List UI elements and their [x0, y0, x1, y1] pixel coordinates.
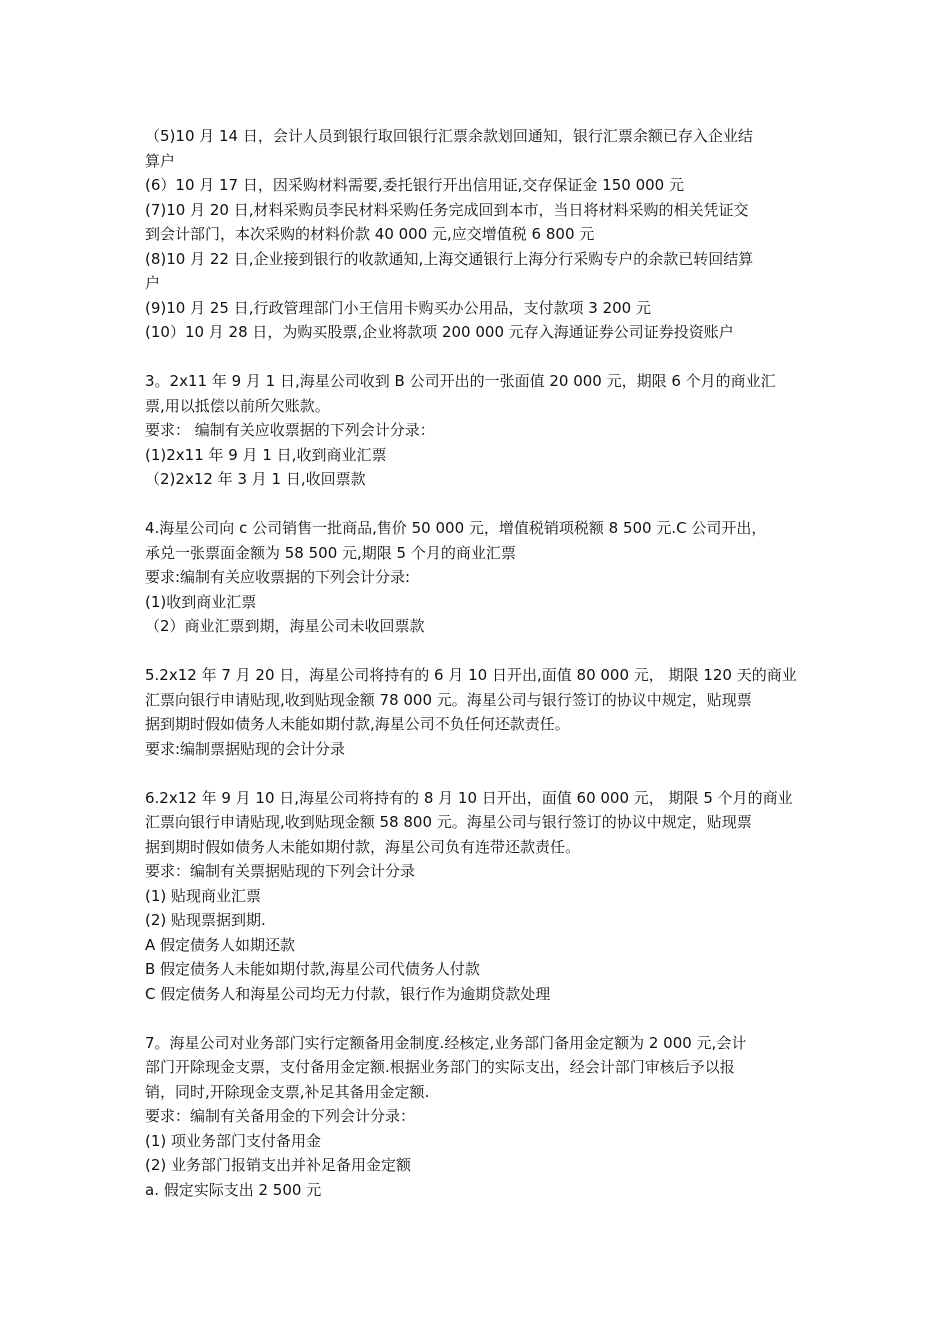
- text-line: 5.2x12 年 7 月 20 日，海星公司将持有的 6 月 10 日开出,面值 80 000 元， 期限 120 天的商业: [145, 666, 797, 684]
- text-line: 户: [145, 274, 161, 292]
- text-line: 6.2x12 年 9 月 10 日,海星公司将持有的 8 月 10 日开出，面值 60 000 元， 期限 5 个月的商业: [145, 788, 793, 807]
- text-line: （2）商业汇票到期，海星公司未收回票款: [145, 617, 425, 635]
- text-line: 4.海星公司向 c 公司销售一批商品,售价 50 000 元，增值税销项税额 8 500 元.C 公司开出，: [145, 519, 767, 537]
- text-line: 3。2x11 年 9 月 1 日,海星公司收到 B 公司开出的一张面值 20 000 元，期限 6 个月的商业汇: [145, 372, 776, 390]
- paragraph-gap: [145, 345, 815, 370]
- text-line: (2) 贴现票据到期.: [145, 911, 266, 929]
- text-line: (6）10 月 17 日，因采购材料需要,委托银行开出信用证,交存保证金 150 000 元: [145, 176, 684, 194]
- text-line: A 假定债务人如期还款: [145, 935, 296, 954]
- paragraph-gap: [145, 761, 815, 786]
- text-line: 据到期时假如债务人未能如期付款，海星公司负有连带还款责任。: [145, 837, 581, 856]
- text-line: 算户: [145, 151, 176, 170]
- text-line: C 假定债务人和海星公司均无力付款，银行作为逾期贷款处理: [145, 984, 551, 1003]
- text-line: 到会计部门，本次采购的材料价款 40 000 元,应交增值税 6 800 元: [145, 225, 595, 243]
- text-line: 据到期时假如债务人未能如期付款,海星公司不负任何还款责任。: [145, 715, 570, 733]
- paragraph-gap: [145, 1006, 815, 1031]
- text-line: 汇票向银行申请贴现,收到贴现金额 58 800 元。海星公司与银行签订的协议中规定，贴现票: [145, 813, 752, 831]
- text-line: 要求： 编制有关应收票据的下列会计分录：: [145, 421, 435, 439]
- text-line: B 假定债务人未能如期付款,海星公司代债务人付款: [145, 960, 480, 978]
- text-line: （2)2x12 年 3 月 1 日,收回票款: [145, 470, 366, 488]
- text-line: 承兑一张票面金额为 58 500 元,期限 5 个月的商业汇票: [145, 543, 516, 562]
- text-line: 要求:编制有关应收票据的下列会计分录:: [145, 568, 411, 586]
- text-line: (1) 项业务部门支付备用金: [145, 1131, 322, 1150]
- paragraph-gap: [145, 639, 815, 664]
- document-body: [145, 124, 815, 1202]
- text-line: 销，同时,开除现金支票,补足其备用金定额.: [145, 1082, 430, 1101]
- text-line: (1)收到商业汇票: [145, 592, 257, 611]
- text-line: 要求：编制有关票据贴现的下列会计分录: [145, 862, 416, 880]
- text-line: a. 假定实际支出 2 500 元: [145, 1180, 322, 1199]
- paragraph-gap: [145, 492, 815, 517]
- text-line: 部门开除现金支票，支付备用金定额.根据业务部门的实际支出，经会计部门审核后予以报: [145, 1058, 735, 1076]
- text-line: 7。海星公司对业务部门实行定额备用金制度.经核定,业务部门备用金定额为 2 000 元,会计: [145, 1033, 747, 1052]
- text-line: (2) 业务部门报销支出并补足备用金定额: [145, 1156, 412, 1174]
- text-line: (1) 贴现商业汇票: [145, 886, 262, 905]
- text-line: (8)10 月 22 日,企业接到银行的收款通知,上海交通银行上海分行采购专户的余款已转回结算: [145, 249, 754, 268]
- text-line: (7)10 月 20 日,材料采购员李民材料采购任务完成回到本市，当日将材料采购的相关凭证交: [145, 200, 749, 219]
- text-line: (9)10 月 25 日,行政管理部门小王信用卡购买办公用品，支付款项 3 200 元: [145, 298, 651, 317]
- text-line: (1)2x11 年 9 月 1 日,收到商业汇票: [145, 445, 387, 464]
- text-line: 汇票向银行申请贴现,收到贴现金额 78 000 元。海星公司与银行签订的协议中规定，贴现票: [145, 690, 752, 709]
- text-line: 票,用以抵偿以前所欠账款。: [145, 396, 330, 415]
- text-line: 要求:编制票据贴现的会计分录: [145, 739, 346, 758]
- text-line: 要求：编制有关备用金的下列会计分录：: [145, 1107, 416, 1125]
- text-line: (10）10 月 28 日，为购买股票,企业将款项 200 000 元存入海通证券公司证券投资账户: [145, 323, 734, 341]
- text-line: （5)10 月 14 日，会计人员到银行取回银行汇票余款划回通知，银行汇票余额已存入企业结: [145, 127, 753, 145]
